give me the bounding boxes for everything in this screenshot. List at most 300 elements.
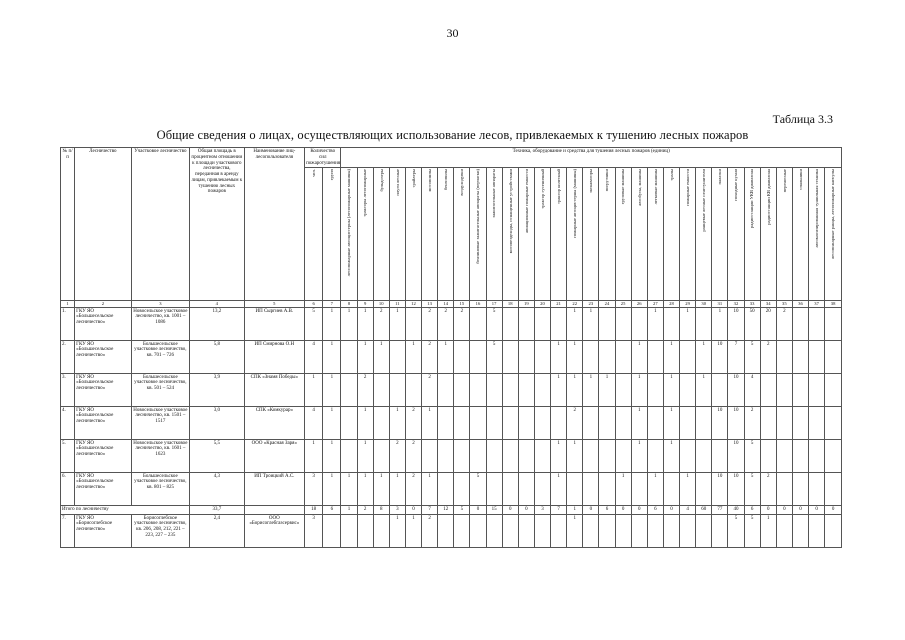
table-cell: Новосельское участковое лесничество, кв. 1601 – 1623	[131, 439, 190, 472]
page-number: 30	[446, 26, 459, 40]
table-cell: 7	[728, 340, 744, 373]
table-cell	[341, 514, 357, 547]
table-cell: Новосельское участковое лесничество, кв. 1501 – 1517	[131, 406, 190, 439]
column-number: 24	[599, 301, 615, 307]
table-cell	[486, 439, 502, 472]
table-cell: 1	[631, 406, 647, 439]
table-cell	[486, 514, 502, 547]
table-cell: 3.	[61, 373, 75, 406]
table-cell	[518, 439, 534, 472]
table-cell	[760, 406, 776, 439]
table-cell: 2	[405, 406, 421, 439]
column-number: 8	[341, 301, 357, 307]
table-cell: 2	[389, 439, 405, 472]
table-cell	[647, 373, 663, 406]
column-number: 37	[809, 301, 825, 307]
header-equipment-label: автобусы, машины	[636, 169, 642, 206]
table-cell: 10	[728, 439, 744, 472]
table-cell: 1	[583, 307, 599, 340]
column-number: 20	[534, 301, 550, 307]
table-cell: 1	[357, 340, 373, 373]
table-cell: 1	[438, 340, 454, 373]
table-cell: 1	[631, 439, 647, 472]
table-cell	[454, 439, 470, 472]
table-cell: 1	[357, 472, 373, 505]
table-cell: 5	[454, 505, 470, 514]
table-cell: ГКУ ЯО «Борисоглебское лесничество»	[75, 514, 131, 547]
table-cell: 1	[323, 340, 341, 373]
table-cell	[470, 340, 486, 373]
header-equipment-label: трактор гусеничный	[539, 169, 545, 210]
header-equipment-col	[696, 168, 712, 301]
total-row	[61, 505, 842, 514]
table-cell: 0	[502, 505, 518, 514]
header-equipment-col	[357, 168, 373, 301]
table-cell: 3	[305, 514, 323, 547]
table-cell	[615, 340, 631, 373]
table-cell: 2	[776, 307, 792, 340]
column-number: 23	[583, 301, 599, 307]
table-cell	[792, 439, 808, 472]
table-cell: 1	[663, 340, 679, 373]
table-cell: ГКУ ЯО «Большесельское лесничество»	[75, 406, 131, 439]
header-equipment-label: лесопожарные автоцистерны (лесопожарные машины)	[346, 169, 352, 277]
table-cell: 33,7	[190, 505, 244, 514]
table-cell	[825, 472, 842, 505]
table-cell	[696, 307, 712, 340]
table-cell	[680, 439, 696, 472]
table-cell	[534, 514, 550, 547]
table-cell: 6	[323, 505, 341, 514]
table-cell: 1.	[61, 307, 75, 340]
table-row	[61, 472, 842, 505]
table-cell: 2	[744, 406, 760, 439]
table-cell: ГКУ ЯО «Большесельское лесничество»	[75, 439, 131, 472]
table-cell: 5,5	[190, 439, 244, 472]
table-cell: 1	[357, 439, 373, 472]
table-row	[61, 514, 842, 547]
header-equipment-label: спальники	[797, 169, 803, 190]
table-cell: 10	[712, 340, 728, 373]
table-row	[61, 307, 842, 340]
header-equipment-label: ранцевые лесные огнетушители	[701, 169, 707, 232]
header-equipment-label: экскаваторы	[588, 169, 594, 194]
header-equipment-label: плуги лесные	[394, 169, 400, 196]
table-cell	[357, 514, 373, 547]
header-equipment-col	[518, 168, 534, 301]
table-cell	[599, 472, 615, 505]
table-cell	[680, 406, 696, 439]
table-cell: 1	[323, 307, 341, 340]
table-cell: 13,2	[190, 307, 244, 340]
header-equipment-col	[760, 168, 776, 301]
header-equipment-col	[454, 168, 470, 301]
column-number: 14	[438, 301, 454, 307]
table-cell: 1	[631, 340, 647, 373]
table-cell	[341, 373, 357, 406]
table-cell: 1	[663, 439, 679, 472]
table-cell: 4	[744, 373, 760, 406]
table-cell: 7	[422, 505, 438, 514]
column-number: 10	[373, 301, 389, 307]
column-number: 26	[631, 301, 647, 307]
table-cell: ГКУ ЯО «Большесельское лесничество»	[75, 340, 131, 373]
table-title: Общие сведения о лицах, осуществляющих использование лесов, привлекаемых к тушению лесных пожаров	[156, 128, 749, 142]
table-cell	[534, 340, 550, 373]
table-cell: 1	[305, 373, 323, 406]
table-cell: 2	[760, 340, 776, 373]
table-cell: 2	[405, 472, 421, 505]
table-cell	[551, 514, 567, 547]
table-cell: 5	[486, 340, 502, 373]
header-crew-groups	[323, 168, 341, 301]
header-equipment-col	[680, 168, 696, 301]
table-cell	[534, 406, 550, 439]
table-cell: 18	[305, 505, 323, 514]
table-cell: 10	[712, 406, 728, 439]
column-number: 27	[647, 301, 663, 307]
table-cell	[518, 307, 534, 340]
header-equipment-col	[502, 168, 518, 301]
header-equipment-label: грузовые машины	[620, 169, 626, 205]
table-cell	[405, 373, 421, 406]
header-equipment-label: радиостанции КВ диапазона	[765, 169, 771, 226]
table-cell: 0	[792, 505, 808, 514]
header-crew-people-label: чел.	[311, 169, 317, 178]
table-cell: 3,0	[190, 406, 244, 439]
header-equipment-col	[825, 168, 842, 301]
table-cell	[776, 373, 792, 406]
header-equipment-label: палатки	[717, 169, 723, 185]
column-number: 11	[389, 301, 405, 307]
table-cell: 1	[567, 340, 583, 373]
table-cell: 5	[305, 307, 323, 340]
table-cell: 1	[680, 472, 696, 505]
table-cell	[438, 439, 454, 472]
column-number: 19	[518, 301, 534, 307]
table-cell	[470, 373, 486, 406]
table-cell: 5	[470, 472, 486, 505]
table-cell	[583, 439, 599, 472]
table-cell	[809, 406, 825, 439]
header-equipment-col	[567, 168, 583, 301]
table-cell: 6.	[61, 472, 75, 505]
table-cell: 10	[728, 373, 744, 406]
table-cell: 1	[567, 307, 583, 340]
column-number: 38	[825, 301, 842, 307]
table-cell	[647, 514, 663, 547]
header-district: Участковое лесничество	[131, 148, 190, 301]
table-cell	[599, 307, 615, 340]
table-cell	[438, 472, 454, 505]
table-cell	[518, 514, 534, 547]
table-cell: 1	[696, 373, 712, 406]
table-cell: 1	[341, 307, 357, 340]
forest-users-table	[60, 147, 842, 548]
table-cell: 1	[551, 472, 567, 505]
header-equipment-label: легковые машины	[652, 169, 658, 205]
table-cell	[502, 307, 518, 340]
table-cell: 6	[599, 505, 615, 514]
table-cell: 1	[551, 373, 567, 406]
table-cell: СПК «Знамя Победы»	[244, 373, 305, 406]
table-cell: 2	[405, 439, 421, 472]
table-cell	[438, 514, 454, 547]
table-cell	[631, 472, 647, 505]
table-cell	[825, 406, 842, 439]
table-cell: 1	[305, 439, 323, 472]
table-cell	[696, 514, 712, 547]
table-cell: 10	[712, 472, 728, 505]
header-equipment-col	[663, 168, 679, 301]
table-cell: 0	[663, 505, 679, 514]
table-cell: ИП Смирнова О.Н	[244, 340, 305, 373]
table-cell	[599, 406, 615, 439]
table-cell	[583, 472, 599, 505]
table-cell: 1	[357, 406, 373, 439]
table-cell	[454, 472, 470, 505]
table-cell: 4,3	[190, 472, 244, 505]
table-cell	[680, 373, 696, 406]
table-cell: 4.	[61, 406, 75, 439]
column-number: 25	[615, 301, 631, 307]
table-cell	[470, 406, 486, 439]
header-equipment-col	[728, 168, 744, 301]
column-number: 9	[357, 301, 373, 307]
column-number: 17	[486, 301, 502, 307]
table-cell	[825, 514, 842, 547]
table-cell: 1	[422, 406, 438, 439]
table-cell: 0	[776, 505, 792, 514]
table-cell	[825, 307, 842, 340]
table-cell	[389, 373, 405, 406]
column-number: 29	[680, 301, 696, 307]
table-cell	[405, 307, 421, 340]
column-number: 16	[470, 301, 486, 307]
table-cell	[534, 307, 550, 340]
table-cell	[599, 514, 615, 547]
header-equipment-label: зажигательные аппараты	[491, 169, 497, 218]
table-cell	[486, 373, 502, 406]
table-cell	[712, 514, 728, 547]
table-cell	[663, 514, 679, 547]
table-cell	[454, 340, 470, 373]
header-equipment-label: радиостанции УКВ диапазона	[749, 169, 755, 229]
table-cell: 1	[323, 472, 341, 505]
table-cell: 1	[583, 373, 599, 406]
table-cell	[502, 340, 518, 373]
table-cell: 1	[567, 373, 583, 406]
table-cell	[792, 406, 808, 439]
table-cell	[502, 514, 518, 547]
table-cell: 1	[323, 439, 341, 472]
table-cell: 1	[551, 439, 567, 472]
table-cell	[631, 307, 647, 340]
table-cell	[663, 472, 679, 505]
table-cell	[534, 373, 550, 406]
table-cell	[323, 514, 341, 547]
column-number: 4	[190, 301, 244, 307]
header-equipment-col	[486, 168, 502, 301]
column-number: 32	[728, 301, 744, 307]
header-crew-groups-label: групп	[329, 169, 335, 181]
table-cell	[518, 406, 534, 439]
table-cell: 3	[305, 472, 323, 505]
table-cell: 3	[389, 505, 405, 514]
table-cell	[809, 472, 825, 505]
table-cell	[776, 472, 792, 505]
table-cell: 5	[486, 307, 502, 340]
table-cell: 0	[615, 505, 631, 514]
header-equipment-label: бензиновые зажигательные аппараты (перчатки)	[475, 169, 481, 265]
table-cell	[341, 439, 357, 472]
header-equipment-col	[583, 168, 599, 301]
table-cell: 2	[357, 505, 373, 514]
total-label: Итого по лесничеству	[61, 505, 190, 514]
table-cell: 1	[760, 514, 776, 547]
header-equipment-col	[373, 168, 389, 301]
table-cell: 5	[744, 472, 760, 505]
table-cell: 2	[567, 406, 583, 439]
table-cell: 5	[744, 514, 760, 547]
table-cell	[680, 514, 696, 547]
table-row	[61, 439, 842, 472]
table-cell	[809, 439, 825, 472]
table-cell: 1	[389, 307, 405, 340]
table-cell: Большесельское участковое лесничество, кв. 501 – 524	[131, 373, 190, 406]
table-cell	[696, 439, 712, 472]
table-cell: 1	[615, 472, 631, 505]
table-cell: 1	[663, 373, 679, 406]
table-cell	[341, 406, 357, 439]
table-cell: 1	[389, 472, 405, 505]
table-cell: 1	[389, 406, 405, 439]
table-cell	[518, 340, 534, 373]
table-cell: 8	[373, 505, 389, 514]
header-equipment-label: бензопилы	[443, 169, 449, 191]
header-equipment-label: пожарные автоцистерны (машины)	[572, 169, 578, 238]
column-number: 2	[75, 301, 131, 307]
header-tenant: Наименование лиц-лесопользователя	[244, 148, 305, 301]
table-cell	[518, 373, 534, 406]
table-cell: 1	[567, 439, 583, 472]
table-cell	[389, 340, 405, 373]
table-cell	[825, 439, 842, 472]
column-number: 28	[663, 301, 679, 307]
table-cell	[663, 307, 679, 340]
column-number: 31	[712, 301, 728, 307]
table-cell	[534, 439, 550, 472]
header-equipment-label: трайлеры	[410, 169, 416, 188]
table-cell: 1	[712, 307, 728, 340]
table-cell: 40	[728, 505, 744, 514]
table-cell	[760, 373, 776, 406]
header-equipment-col	[341, 168, 357, 301]
table-cell: 0	[405, 505, 421, 514]
column-number: 1	[61, 301, 75, 307]
table-cell: 1	[663, 406, 679, 439]
table-cell	[422, 439, 438, 472]
table-cell	[599, 439, 615, 472]
table-cell	[373, 373, 389, 406]
header-equipment-col	[809, 168, 825, 301]
header-equipment-col	[405, 168, 421, 301]
table-cell	[615, 439, 631, 472]
header-equipment-label: походные кухни	[733, 169, 739, 201]
header-row	[61, 148, 842, 168]
table-cell	[615, 514, 631, 547]
table-cell	[792, 373, 808, 406]
table-cell: 1	[631, 373, 647, 406]
table-cell: 7	[551, 505, 567, 514]
header-equipment-col	[422, 168, 438, 301]
table-row	[61, 340, 842, 373]
table-cell	[502, 439, 518, 472]
header-equipment-label: переносные	[781, 169, 787, 193]
table-cell: 1	[405, 340, 421, 373]
table-cell	[809, 307, 825, 340]
header-num: № п/п	[61, 148, 75, 301]
table-cell: 7.	[61, 514, 75, 547]
table-label: Таблица 3.3	[772, 112, 833, 126]
table-cell: 5,8	[190, 340, 244, 373]
table-cell: Большесельское участковое лесничество, кв. 801 – 825	[131, 472, 190, 505]
header-equipment-label: трактор колесный	[555, 169, 561, 205]
table-cell: 2	[422, 340, 438, 373]
header-equipment-col	[776, 168, 792, 301]
header-equipment-col	[792, 168, 808, 301]
table-cell	[470, 439, 486, 472]
table-cell	[438, 406, 454, 439]
table-cell: Борисоглебское участковое лесничество, кв. 206, 208, 212, 221 – 223, 227 – 235	[131, 514, 190, 547]
table-cell: ИП Сыргиев А.В.	[244, 307, 305, 340]
table-cell: 1	[357, 307, 373, 340]
header-equipment-col	[438, 168, 454, 301]
table-cell: 1	[567, 505, 583, 514]
table-cell	[825, 373, 842, 406]
column-number: 33	[744, 301, 760, 307]
table-cell: 2	[422, 373, 438, 406]
table-cell: Новосельское участковое лесничество, кв. 1001 – 1086	[131, 307, 190, 340]
column-number: 7	[323, 301, 341, 307]
table-cell: 2	[454, 307, 470, 340]
table-cell: 1	[647, 472, 663, 505]
header-equipment-col	[551, 168, 567, 301]
table-row	[61, 373, 842, 406]
table-cell	[373, 514, 389, 547]
table-cell: 10	[728, 406, 744, 439]
column-number: 3	[131, 301, 190, 307]
column-number: 35	[776, 301, 792, 307]
header-equipment-col	[647, 168, 663, 301]
table-cell	[792, 514, 808, 547]
table-cell	[712, 439, 728, 472]
header-equipment-label: автоматизированная тушильная техника	[813, 169, 819, 248]
table-cell	[792, 472, 808, 505]
table-cell: 1	[422, 472, 438, 505]
column-number: 34	[760, 301, 776, 307]
table-cell: 3,9	[190, 373, 244, 406]
header-equipment-label: пожарные емкости	[684, 169, 690, 206]
table-cell: 2	[438, 307, 454, 340]
table-cell	[615, 406, 631, 439]
table-cell	[776, 340, 792, 373]
table-cell	[244, 505, 305, 514]
column-number: 36	[792, 301, 808, 307]
column-number: 15	[454, 301, 470, 307]
column-number: 5	[244, 301, 305, 307]
table-cell	[518, 472, 534, 505]
